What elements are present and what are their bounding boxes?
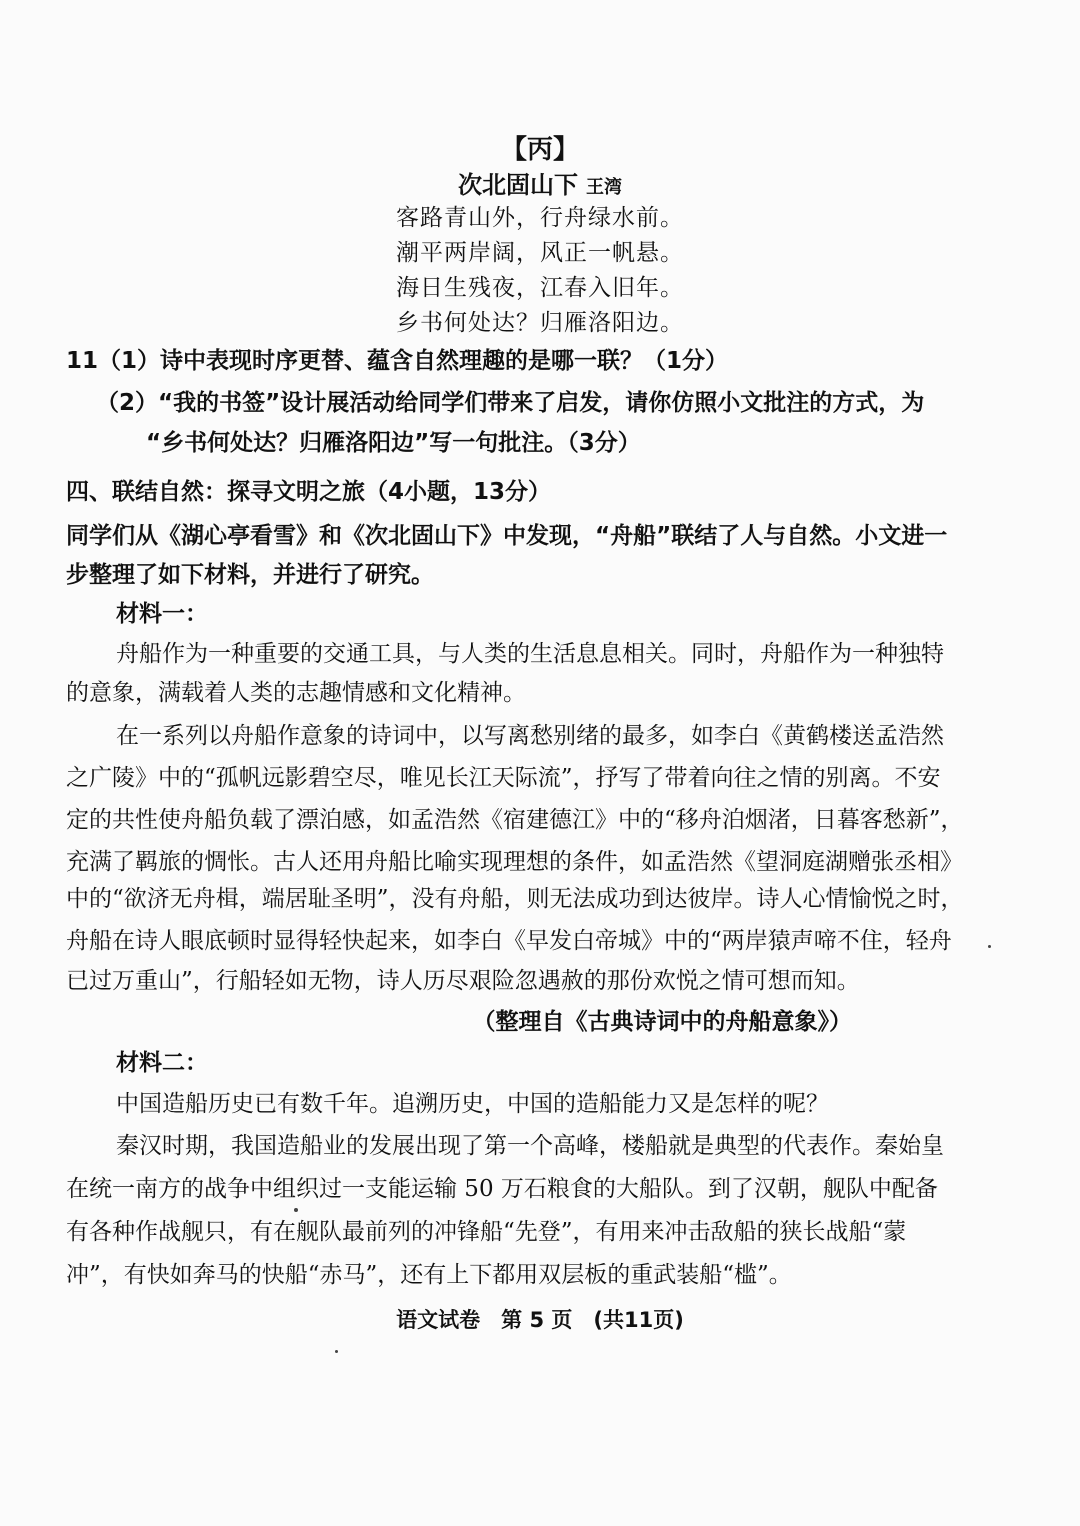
material1-source: （整理自《古典诗词中的舟船意象》） bbox=[472, 1009, 852, 1035]
material1-line: 之广陵》中的“孤帆远影碧空尽，唯见长江天际流”，抒写了带着向往之情的别离。不安 bbox=[66, 765, 941, 791]
material1-line: 在一系列以舟船作意象的诗词中，以写离愁别绪的最多，如李白《黄鹤楼送孟浩然 bbox=[116, 723, 944, 749]
material1-line: 定的共性使舟船负载了漂泊感，如孟浩然《宿建德江》中的“移舟泊烟渚，日暮客愁新”， bbox=[66, 807, 964, 833]
part4-intro-line2: 步整理了如下材料，并进行了研究。 bbox=[66, 562, 434, 588]
emphasis-dot bbox=[294, 1208, 298, 1212]
question-11-part2-line1: （2）“我的书签”设计展活动给同学们带来了启发，请你仿照小文批注的方式，为 bbox=[96, 390, 925, 416]
poem-line-1: 客路青山外，行舟绿水前。 bbox=[396, 205, 684, 231]
poem-line-3: 海日生残夜，江春入旧年。 bbox=[396, 275, 684, 301]
material1-line: 充满了羁旅的惆怅。古人还用舟船比喻实现理想的条件，如孟浩然《望洞庭湖赠张丞相》 bbox=[66, 849, 963, 875]
poem-title-row bbox=[0, 173, 1080, 197]
material1-line: 舟船作为一种重要的交通工具，与人类的生活息息相关。同时，舟船作为一种独特 bbox=[116, 641, 944, 667]
poem-line-2: 潮平两岸阔，风正一帆悬。 bbox=[396, 240, 684, 266]
question-11-part1: 11（1）诗中表现时序更替、蕴含自然理趣的是哪一联？（1分） bbox=[66, 348, 729, 374]
poem-author: 王湾 bbox=[586, 177, 622, 198]
poem-title: 次北固山下 bbox=[458, 171, 578, 199]
material2-label: 材料二： bbox=[116, 1050, 208, 1076]
scan-speck bbox=[988, 945, 991, 948]
part4-intro-line1: 同学们从《湖心亭看雪》和《次北固山下》中发现，“舟船”联结了人与自然。小文进一 bbox=[66, 523, 948, 549]
question-11-part2-line2: “乡书何处达？归雁洛阳边”写一句批注。（3分） bbox=[146, 430, 641, 456]
material2-line: 有各种作战舰只，有在舰队最前列的冲锋船“先登”，有用来冲击敌船的狭长战船“蒙 bbox=[66, 1219, 907, 1245]
material2-line: 秦汉时期，我国造船业的发展出现了第一个高峰，楼船就是典型的代表作。秦始皇 bbox=[116, 1133, 944, 1159]
material1-line: 的意象，满载着人类的志趣情感和文化精神。 bbox=[66, 680, 526, 706]
material1-line: 舟船在诗人眼底顿时显得轻快起来，如李白《早发白帝城》中的“两岸猿声啼不住，轻舟 bbox=[66, 928, 952, 954]
material2-line: 在统一南方的战争中组织过一支能运输 50 万石粮食的大船队。到了汉朝，舰队中配备 bbox=[66, 1176, 938, 1202]
page-footer: 语文试卷 第 5 页 (共11页) bbox=[396, 1308, 684, 1332]
material1-line: 已过万重山”，行船轻如无物，诗人历尽艰险忽遇赦的那份欢悦之情可想而知。 bbox=[66, 968, 860, 994]
part4-heading: 四、联结自然：探寻文明之旅（4小题，13分） bbox=[66, 479, 552, 505]
material1-label: 材料一： bbox=[116, 601, 208, 627]
section-label: 【丙】 bbox=[500, 135, 579, 165]
scan-speck bbox=[335, 1350, 338, 1353]
material2-line: 中国造船历史已有数千年。追溯历史，中国的造船能力又是怎样的呢？ bbox=[116, 1091, 829, 1117]
poem-line-4: 乡书何处达？归雁洛阳边。 bbox=[396, 310, 684, 336]
material1-line: 中的“欲济无舟楫，端居耻圣明”，没有舟船，则无法成功到达彼岸。诗人心情愉悦之时， bbox=[66, 886, 964, 912]
material2-line: 冲”，有快如奔马的快船“赤马”，还有上下都用双层板的重武装船“槛”。 bbox=[66, 1262, 792, 1288]
